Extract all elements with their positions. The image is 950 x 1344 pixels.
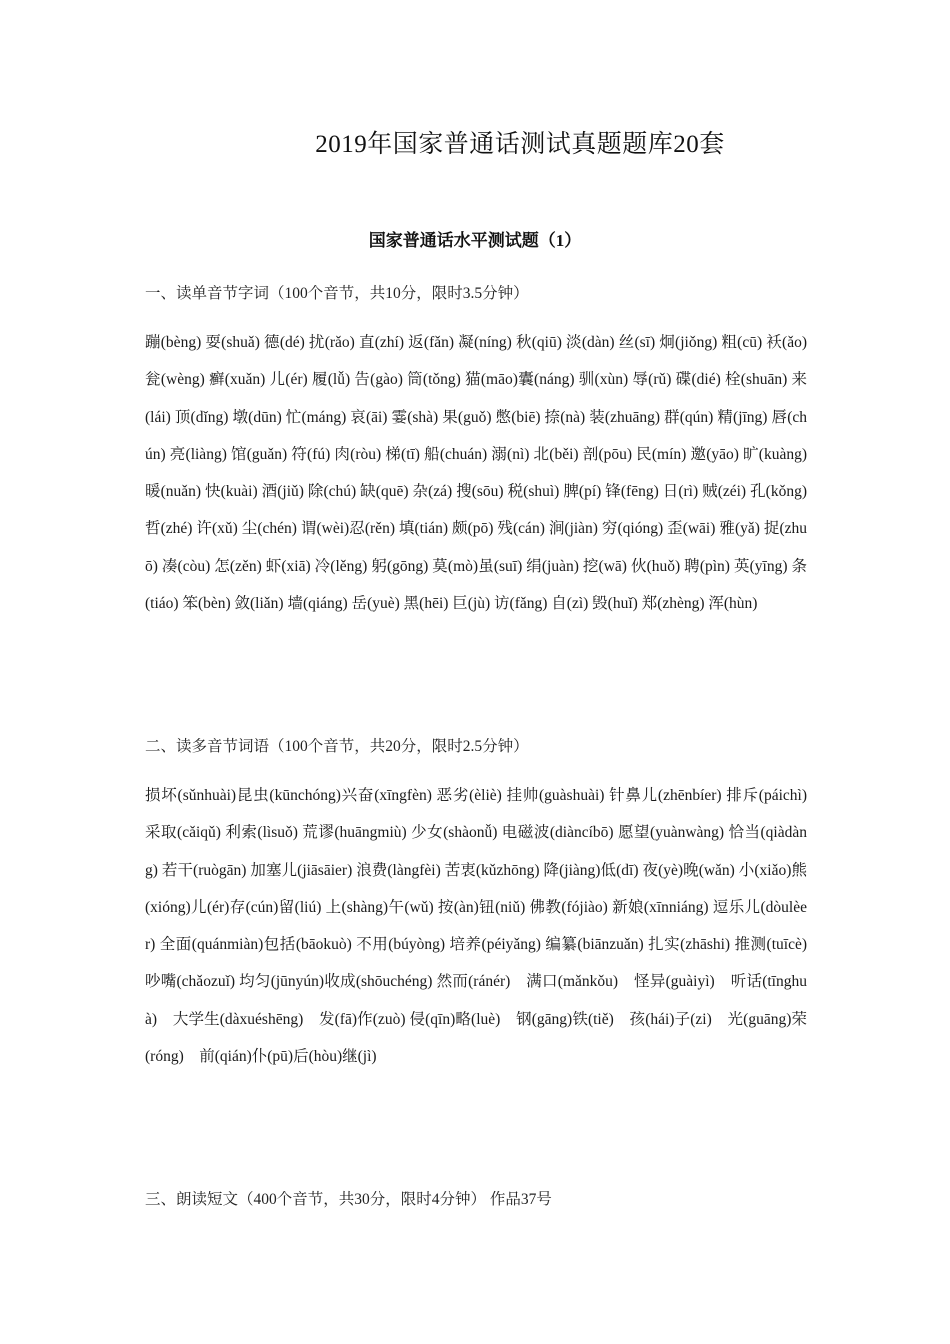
document-title: 2019年国家普通话测试真题题库20套 <box>315 131 725 158</box>
section-1-heading: 一、读单音节字词（100个音节，共10分，限时3.5分钟） <box>145 285 529 302</box>
section-2-content: 损坏(sǔnhuài)昆虫(kūnchóng)兴奋(xīngfèn) 恶劣(èliè) 挂帅(guàshuài) 针鼻儿(zhēnbíer) 排斥(páichì) 采取(cǎiqǔ) 利索(lìsuǒ) 荒谬(huāngmiù) 少女(shàonǚ) 电磁波(diàncíbō) 愿望(yuànwàng) 恰当(qiàdàng) 若干(ruògān) 加塞儿(jiāsāier) 浪费(làngfèi) 苦衷(kǔzhōng) 降(jiàng)低(dī) 夜(yè)晚(wǎn) 小(xiǎo)熊(xióng)儿(ér)存(cún)留(liú) 上(shàng)午(wǔ) 按(àn)钮(niǔ) 佛教(fójiào) 新娘(xīnniáng) 逗乐儿(dòulèer) 全面(quánmiàn)包括(bāokuò) 不用(búyòng) 培养(péiyǎng) 编纂(biānzuǎn) 扎实(zhāshi) 推测(tuīcè) 吵嘴(chǎozuǐ) 均匀(jūnyún)收成(shōuchéng) 然而(ránér) 满口(mǎnkǒu) 怪异(guàiyì) 听话(tīnghuà) 大学生(dàxuéshēng) 发(fā)作(zuò) 侵(qīn)略(luè) 钢(gāng)铁(tiě) 孩(hái)子(zi) 光(guāng)荣(róng) 前(qián)仆(pū)后(hòu)继(jì) <box>145 787 807 1066</box>
section-1-content: 蹦(bèng) 耍(shuǎ) 德(dé) 扰(rǎo) 直(zhí) 返(fǎn) 凝(níng) 秋(qiū) 淡(dàn) 丝(sī) 炯(jiǒng) 粗(cū) 袄(ǎo) 瓮(wèng) 癣(xuǎn) 儿(ér) 履(lǚ) 告(gào) 筒(tǒng) 猫(māo)囊(náng) 驯(xùn) 辱(rǔ) 碟(dié) 栓(shuān) 来(lái) 顶(dǐng) 墩(dūn) 忙(máng) 哀(āi) 霎(shà) 果(guǒ) 憋(biē) 捺(nà) 装(zhuāng) 群(qún) 精(jīng) 唇(chún) 亮(liàng) 馆(guǎn) 符(fú) 肉(ròu) 梯(tī) 船(chuán) 溺(nì) 北(běi) 剖(pōu) 民(mín) 邀(yāo) 旷(kuàng) 暖(nuǎn) 快(kuài) 酒(jiǔ) 除(chú) 缺(quē) 杂(zá) 搜(sōu) 税(shuì) 脾(pí) 锋(fēng) 日(rì) 贼(zéi) 孔(kǒng) 哲(zhé) 许(xǔ) 尘(chén) 谓(wèi)忍(rěn) 填(tián) 颇(pō) 残(cán) 涧(jiàn) 穷(qióng) 歪(wāi) 雅(yǎ) 捉(zhuō) 凑(còu) 怎(zěn) 虾(xiā) 冷(lěng) 躬(gōng) 莫(mò)虽(suī) 绢(juàn) 挖(wā) 伙(huǒ) 聘(pìn) 英(yīng) 条(tiáo) 笨(bèn) 敛(liǎn) 墙(qiáng) 岳(yuè) 黑(hēi) 巨(jù) 访(fǎng) 自(zì) 毁(huǐ) 郑(zhèng) 浑(hùn) <box>145 334 807 613</box>
test-subtitle: 国家普通话水平测试题（1） <box>368 231 582 250</box>
section-2-heading: 二、读多音节词语（100个音节，共20分，限时2.5分钟） <box>145 738 529 755</box>
section-3-heading: 三、朗读短文（400个音节，共30分，限时4分钟） 作品37号 <box>145 1191 552 1208</box>
